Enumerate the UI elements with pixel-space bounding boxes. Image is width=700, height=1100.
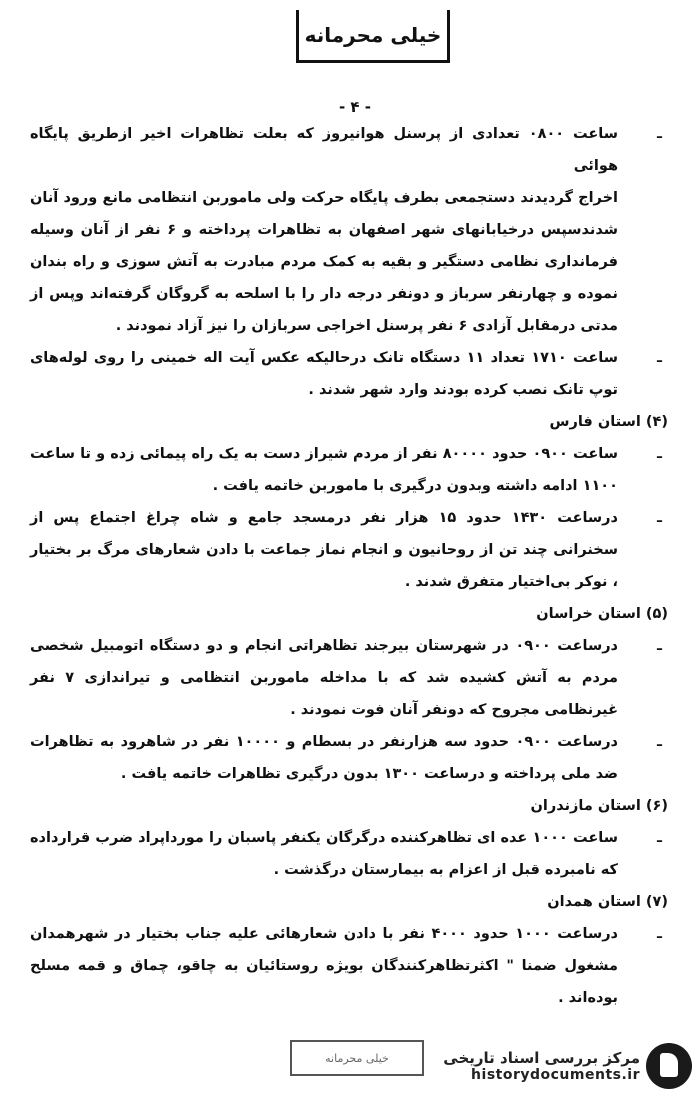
document-body xyxy=(30,118,670,1014)
bullet-dash: ـ xyxy=(657,638,662,654)
paragraph-1 xyxy=(30,118,670,342)
heading-fars: (۴) استان فارس xyxy=(549,414,668,430)
archive-logo-icon xyxy=(646,1043,692,1089)
paragraph-7-text: ساعت ۱۰۰۰ عده ای تظاهرکننده درگرگان یکنفر پاسبان را مورداپراد ضرب قرارداده که نامبرده قبل از اعزام به بیمارستان درگذشت . xyxy=(30,830,618,878)
bullet-dash: ـ xyxy=(657,830,662,846)
footer-classification-stamp xyxy=(290,1040,424,1076)
page-number: - ۴ - xyxy=(338,98,372,116)
paragraph-7 xyxy=(30,822,670,886)
paragraph-6 xyxy=(30,726,670,790)
paragraph-6-text: درساعت ۰۹۰۰ حدود سه هزارنفر در بسطام و ۱۰۰۰۰ نفر در شاهرود به تظاهرات ضد ملی پرداخته و درساعت ۱۳۰۰ بدون درگیری تظاهرات خاتمه یافت . xyxy=(30,734,619,782)
paragraph-8 xyxy=(30,918,670,1014)
paragraph-1-line-1: ساعت ۰۸۰۰ تعدادی از پرسنل هوانیروز که بعلت تظاهرات اخیر ازطریق پایگاه هوائی xyxy=(30,126,619,174)
bullet-dash: ـ xyxy=(657,446,662,462)
bullet-dash: ـ xyxy=(657,350,662,366)
paragraph-2 xyxy=(30,342,670,406)
footer-stamp-text: خیلی محرمانه xyxy=(325,1051,389,1065)
watermark-url: historydocuments.ir xyxy=(471,1067,640,1083)
bullet-dash: ـ xyxy=(657,126,662,142)
paragraph-5 xyxy=(30,630,670,726)
paragraph-5-text: درساعت ۰۹۰۰ در شهرستان بیرجند تظاهراتی انجام و دو دستگاه اتومبیل شخصی مردم به آتش کشیده شد که با مداخله ماموربن انتظامی و تیراندازی ۷ نفر غیرنظامی مجروح که دونفر آنان فوت نمودند . xyxy=(30,638,618,718)
paragraph-8-text: درساعت ۱۰۰۰ حدود ۴۰۰۰ نفر با دادن شعارهائی علیه جناب بختیار در شهرهمدان مشغول ضمنا " اکثرتظاهرکنندگان بویژه روستائیان به چاقو، چماق و قمه مسلح بوده‌اند . xyxy=(30,926,618,1006)
heading-khorasan: (۵) استان خراسان xyxy=(536,606,668,622)
paragraph-2-text: ساعت ۱۷۱۰ تعداد ۱۱ دستگاه تانک درحالیکه عکس آیت اله خمینی را روی لوله‌های توپ تانک نصب کرده بودند وارد شهر شدند . xyxy=(30,350,618,398)
paragraph-4-text: درساعت ۱۴۳۰ حدود ۱۵ هزار نفر درمسجد جامع و شاه چراغ اجتماع پس از سخنرانی چند تن از روحانیون و انجام نماز جماعت با دادن شعارهای مرگ بر بختیار ، نوکر بی‌اختیار متفرق شدند . xyxy=(30,510,618,590)
archive-watermark xyxy=(430,1040,692,1092)
paragraph-3-text: ساعت ۰۹۰۰ حدود ۸۰۰۰۰ نفر از مردم شیراز دست به یک راه پیمائی زده و تا ساعت ۱۱۰۰ ادامه داشته وبدون درگیری با ماموربن خاتمه یافت . xyxy=(30,446,618,494)
watermark-text xyxy=(443,1049,640,1083)
watermark-title: مرکز بررسی اسناد تاریخی xyxy=(443,1049,640,1067)
classification-stamp-text: خیلی محرمانه xyxy=(304,23,442,47)
bullet-dash: ـ xyxy=(657,926,662,942)
bullet-dash: ـ xyxy=(657,734,662,750)
paragraph-4 xyxy=(30,502,670,598)
paragraph-1-rest: اخراج گردیدند دستجمعی بطرف پایگاه حرکت ولی ماموربن انتظامی مانع ورود آنان شدندسپس درخیابانهای شهر اصفهان به تظاهرات پرداخته و ۶ نفر از آنان وسیله فرمانداری نظامی دستگیر و بقیه به کمک مردم مبادرت به آتش سوزی و راه بندان نموده و چهارنفر سرباز و دونفر درجه دار را با اسلحه به گروگان گرفته‌اند وپس از مدتی درمقابل آزادی ۶ نفر پرسنل اخراجی سربازان را نیز آزاد نمودند . xyxy=(30,190,618,334)
classification-stamp xyxy=(296,10,450,63)
heading-hamadan: (۷) استان همدان xyxy=(547,894,668,910)
paragraph-3 xyxy=(30,438,670,502)
heading-mazandaran: (۶) استان مازندران xyxy=(530,798,668,814)
bullet-dash: ـ xyxy=(657,510,662,526)
